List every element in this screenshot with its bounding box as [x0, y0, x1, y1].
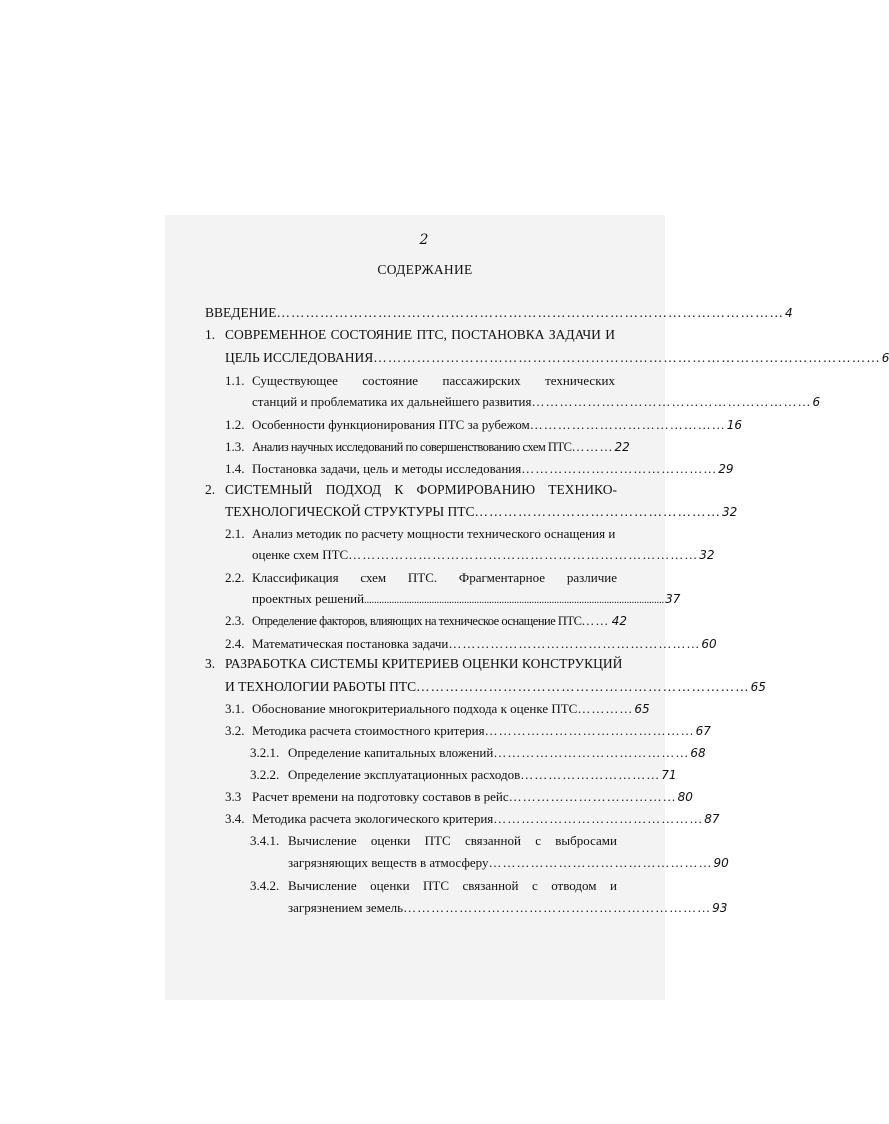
dot-leader: ………………………………………………………… — [403, 900, 712, 915]
justified-line — [252, 570, 617, 588]
word: состояние — [362, 373, 419, 388]
entry-number: 2.4. — [225, 636, 245, 651]
word: отводом — [551, 878, 597, 893]
entry-page: 29 — [718, 462, 734, 476]
entry-page: 37 — [665, 592, 681, 606]
justified-line — [225, 482, 617, 500]
entry-page: 71 — [661, 768, 677, 782]
dot-leader: ………………………………………… — [488, 855, 713, 870]
justified-line — [288, 833, 617, 851]
toc-entry-3-2-2 — [250, 767, 677, 785]
word: ПТС, — [416, 327, 447, 342]
entry-number: 3. — [205, 656, 216, 671]
entry-page: 6 — [812, 395, 821, 409]
entry-page: 87 — [704, 812, 720, 826]
entry-text: Методика расчета экологического критерия — [252, 811, 494, 826]
entry-number: 3.2. — [225, 723, 245, 738]
toc-entry-1-1-line2 — [252, 394, 821, 412]
entry-text: станций и проблематика их дальнейшего развития — [252, 394, 532, 409]
entry-text: Методика расчета стоимостного критерия — [252, 723, 485, 738]
word: оценки — [370, 833, 411, 848]
justified-line — [288, 878, 617, 896]
word: СИСТЕМНЫЙ — [225, 482, 313, 497]
word: ПОСТАНОВКА — [451, 327, 545, 342]
entry-number: 3.2.1. — [250, 745, 280, 760]
word: схем — [360, 570, 387, 585]
justified-line — [252, 373, 615, 391]
dot-leader: …………………………………… — [521, 461, 718, 476]
entry-page: 22 — [614, 440, 630, 454]
toc-entry-ch2-line2 — [225, 504, 738, 522]
toc-entry-2-1-line2 — [252, 547, 715, 565]
entry-number: 2. — [205, 482, 216, 497]
toc-entry-1-2 — [225, 417, 743, 435]
dot-leader: ……………………………………… — [493, 811, 704, 826]
entry-text: ВВЕДЕНИЕ — [205, 305, 277, 320]
entry-text: загрязняющих веществ в атмосферу — [288, 855, 489, 870]
word: ПТС. — [407, 570, 438, 585]
entry-number: 3.1. — [225, 701, 245, 716]
word: И — [605, 327, 615, 342]
toc-entry-3-2 — [225, 723, 711, 741]
toc-entry-ch1-line1 — [205, 327, 615, 345]
toc-entry-3-4-1-line1 — [250, 833, 617, 851]
entry-page: 32 — [722, 505, 738, 519]
word: Классификация — [252, 570, 339, 585]
word: и — [609, 878, 617, 893]
word: с — [531, 878, 538, 893]
entry-page: 60 — [701, 637, 717, 651]
dot-leader: …… — [581, 613, 610, 628]
toc-entry-1-4 — [225, 461, 734, 479]
entry-text: Обоснование многокритериального подхода к оценке ПТС — [252, 701, 578, 716]
toc-entry-2-2-line2 — [252, 591, 681, 609]
entry-number: 1.2. — [225, 417, 245, 432]
toc-entry-2-1-line1 — [225, 526, 617, 544]
word: ПТС — [424, 833, 451, 848]
dot-leader: …………………………………… — [493, 745, 690, 760]
toc-entry-3-4 — [225, 811, 720, 829]
dot-leader: ……………………………………………… — [448, 636, 701, 651]
word: ФОРМИРОВАНИЮ — [416, 482, 536, 497]
entry-page: 67 — [695, 724, 711, 738]
entry-text: Расчет времени на подготовку составов в рейс — [252, 789, 509, 804]
word: пассажирских — [442, 373, 521, 388]
entry-page: 68 — [690, 746, 706, 760]
entry-text: Определение эксплуатационных расходов — [288, 767, 521, 782]
entry-page: 90 — [713, 856, 729, 870]
toc-entry-ch2-line1 — [205, 482, 617, 500]
entry-text: Анализ научных исследований по совершенствованию схем ПТС — [252, 440, 572, 454]
dot-leader: ………………………………………………………………… — [348, 547, 699, 562]
entry-page: 65 — [750, 680, 766, 694]
dot-leader: …………………………………………………………………………………………… — [373, 350, 881, 365]
entry-text: загрязнением земель — [288, 900, 404, 915]
word: с — [535, 833, 541, 848]
dot-leader: ……………………………………… — [484, 723, 695, 738]
entry-text: Особенности функционирования ПТС за рубежом — [252, 417, 530, 432]
entry-text: оценке схем ПТС — [252, 547, 349, 562]
word: ЗАДАЧИ — [548, 327, 601, 342]
entry-text: И ТЕХНОЛОГИИ РАБОТЫ ПТС — [225, 679, 417, 694]
entry-text: РАЗРАБОТКА СИСТЕМЫ КРИТЕРИЕВ ОЦЕНКИ КОНСТРУКЦИЙ — [225, 656, 623, 671]
entry-number: 1.3. — [225, 439, 245, 454]
entry-text: Определение факторов, влияющих на техническое оснащение ПТС — [252, 614, 582, 628]
dot-leader: …………………………………………………… — [531, 394, 812, 409]
toc-entry-1-3 — [225, 439, 630, 457]
entry-page: 6 — [881, 351, 889, 365]
entry-number: 3.2.2. — [250, 767, 280, 782]
toc-entry-3-4-2-line2 — [288, 900, 728, 918]
toc-entry-3-4-1-line2 — [288, 855, 729, 873]
entry-page: 80 — [677, 790, 693, 804]
entry-number: 3.3 — [225, 789, 242, 804]
toc-entry-2-4 — [225, 636, 717, 654]
toc-entry-3-4-2-line1 — [250, 878, 617, 896]
entry-page: 16 — [726, 418, 743, 432]
dot-leader: …………………………………………… — [474, 504, 722, 519]
dot-leader: ……………………………… — [508, 789, 677, 804]
word: Вычисление — [288, 833, 357, 848]
entry-number: 1.4. — [225, 461, 245, 476]
entry-number: 2.1. — [225, 526, 245, 541]
entry-number: 2.2. — [225, 570, 245, 585]
toc-title: СОДЕРЖАНИЕ — [377, 262, 473, 277]
justified-line — [225, 327, 615, 345]
entry-number: 3.4. — [225, 811, 245, 826]
dot-leader: …………………………………………………………………………………………… — [276, 305, 784, 320]
entry-page: 4 — [784, 306, 793, 320]
entry-number: 2.3. — [225, 613, 245, 628]
toc-entry-2-2-line1 — [225, 570, 617, 588]
word: связанной — [464, 833, 521, 848]
entry-text: проектных решений — [252, 591, 365, 606]
dot-leader: …………………………………………………………… — [416, 679, 750, 694]
entry-page: 93 — [712, 901, 728, 915]
word: технических — [545, 373, 615, 388]
word: Существующее — [252, 373, 338, 388]
entry-text: Анализ методик по расчету мощности технического оснащения и — [252, 526, 616, 541]
entry-number: 1.1. — [225, 373, 245, 388]
toc-entry-2-3 — [225, 613, 627, 631]
entry-page: 65 — [634, 702, 650, 716]
entry-number: 1. — [205, 327, 216, 342]
word: К — [394, 482, 404, 497]
entry-page: 32 — [699, 548, 715, 562]
toc-entry-3-3 — [225, 789, 693, 807]
dot-leader: ………… — [577, 701, 634, 716]
entry-number: 3.4.2. — [250, 878, 280, 893]
word: СОВРЕМЕННОЕ — [225, 327, 327, 342]
word: ТЕХНИКО- — [548, 482, 617, 497]
word: Вычисление — [288, 878, 357, 893]
word: различие — [566, 570, 617, 585]
word: Фрагментарное — [458, 570, 546, 585]
word: выбросами — [555, 833, 617, 848]
toc-entry-1-1-line1 — [225, 373, 615, 391]
word: связанной — [462, 878, 519, 893]
entry-text: ТЕХНОЛОГИЧЕСКОЙ СТРУКТУРЫ ПТС — [225, 504, 475, 519]
entry-text: Постановка задачи, цель и методы исследования — [252, 461, 522, 476]
dot-leader: …………………………………… — [529, 417, 726, 432]
toc-entry-3-1 — [225, 701, 650, 719]
entry-number: 3.4.1. — [250, 833, 280, 848]
toc-entry-ch3-line2 — [225, 679, 766, 697]
entry-page: 42 — [611, 614, 627, 628]
entry-text: Математическая постановка задачи — [252, 636, 449, 651]
toc-entry-intro — [205, 305, 793, 323]
toc-entry-3-2-1 — [250, 745, 706, 763]
word: оценки — [370, 878, 410, 893]
dot-leader: ........................................................................................................................ — [364, 595, 665, 606]
word: ПОДХОД — [325, 482, 382, 497]
toc-entry-ch3-line1 — [205, 656, 625, 674]
entry-text: Определение капитальных вложений — [288, 745, 494, 760]
dot-leader: ……… — [571, 439, 614, 454]
word: ПТС — [423, 878, 450, 893]
word: СОСТОЯНИЕ — [330, 327, 413, 342]
entry-text: ЦЕЛЬ ИССЛЕДОВАНИЯ — [225, 350, 374, 365]
toc-entry-ch1-line2 — [225, 350, 889, 368]
page-number: 2 — [419, 232, 429, 248]
dot-leader: ………………………… — [520, 767, 661, 782]
